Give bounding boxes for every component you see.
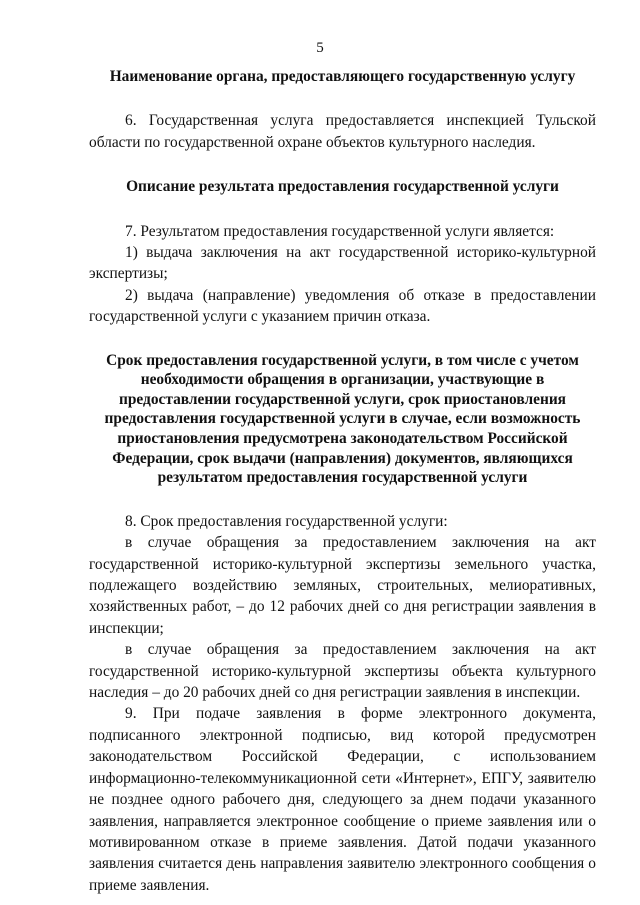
paragraph-6: 6. Государственная услуга предоставляется инспекцией Тульской области по государственной охране объектов культурного наследия. (89, 112, 596, 151)
section-heading-term: Срок предоставления государственной услуги, в том числе с учетом необходимости обращения в организации, участвующие в предоставлении государственной услуги, срок приостановления предоставления государственной услуги в случае, если возможность приостановления предусмотрена законодательством Российской Федерации, срок выдачи (направления) документов, являющихся результатом предоставления государственной услуги (104, 351, 581, 487)
section-heading-authority: Наименование органа, предоставляющего государственную услугу (109, 68, 576, 85)
paragraph-8-case-2: в случае обращения за предоставлением заключения на акт государственной историко-культурной экспертизы объекта культурного наследия – до 20 рабочих дней со дня регистрации заявления в инспекции. (89, 641, 596, 702)
paragraph-7: 7. Результатом предоставления государственной услуги является: (125, 222, 555, 240)
paragraph-7-item-1: 1) выдача заключения на акт государственной историко-культурной экспертизы; (89, 244, 596, 283)
paragraph-9: 9. При подаче заявления в форме электронного документа, подписанного электронной подписью, вид которой предусмотрен законодательством Российской Федерации, с использованием информационно-телекоммуникационной сети «Интернет», ЕПГУ, заявителю не позднее одного рабочего дня, следующего за днем подачи указанного заявления, направляется электронное сообщение о приеме заявления или о мотивированном отказе в приеме заявления. Датой подачи указанного заявления считается день направления заявителю электронного сообщения о приеме заявления. (89, 705, 596, 894)
page-number: 5 (316, 40, 324, 56)
paragraph-8: 8. Срок предоставления государственной услуги: (125, 512, 448, 530)
document-body (89, 66, 596, 896)
paragraph-8-case-1: в случае обращения за предоставлением заключения на акт государственной историко-культурной экспертизы земельного участка, подлежащего воздействию земляных, строительных, мелиоративных, хозяйственных работ, – до 12 рабочих дней со дня регистрации заявления в инспекции; (89, 534, 596, 637)
paragraph-7-item-2: 2) выдача (направление) уведомления об отказе в предоставлении государственной услуги с указанием причин отказа. (89, 286, 596, 326)
section-heading-result: Описание результата предоставления государственной услуги (126, 178, 559, 196)
